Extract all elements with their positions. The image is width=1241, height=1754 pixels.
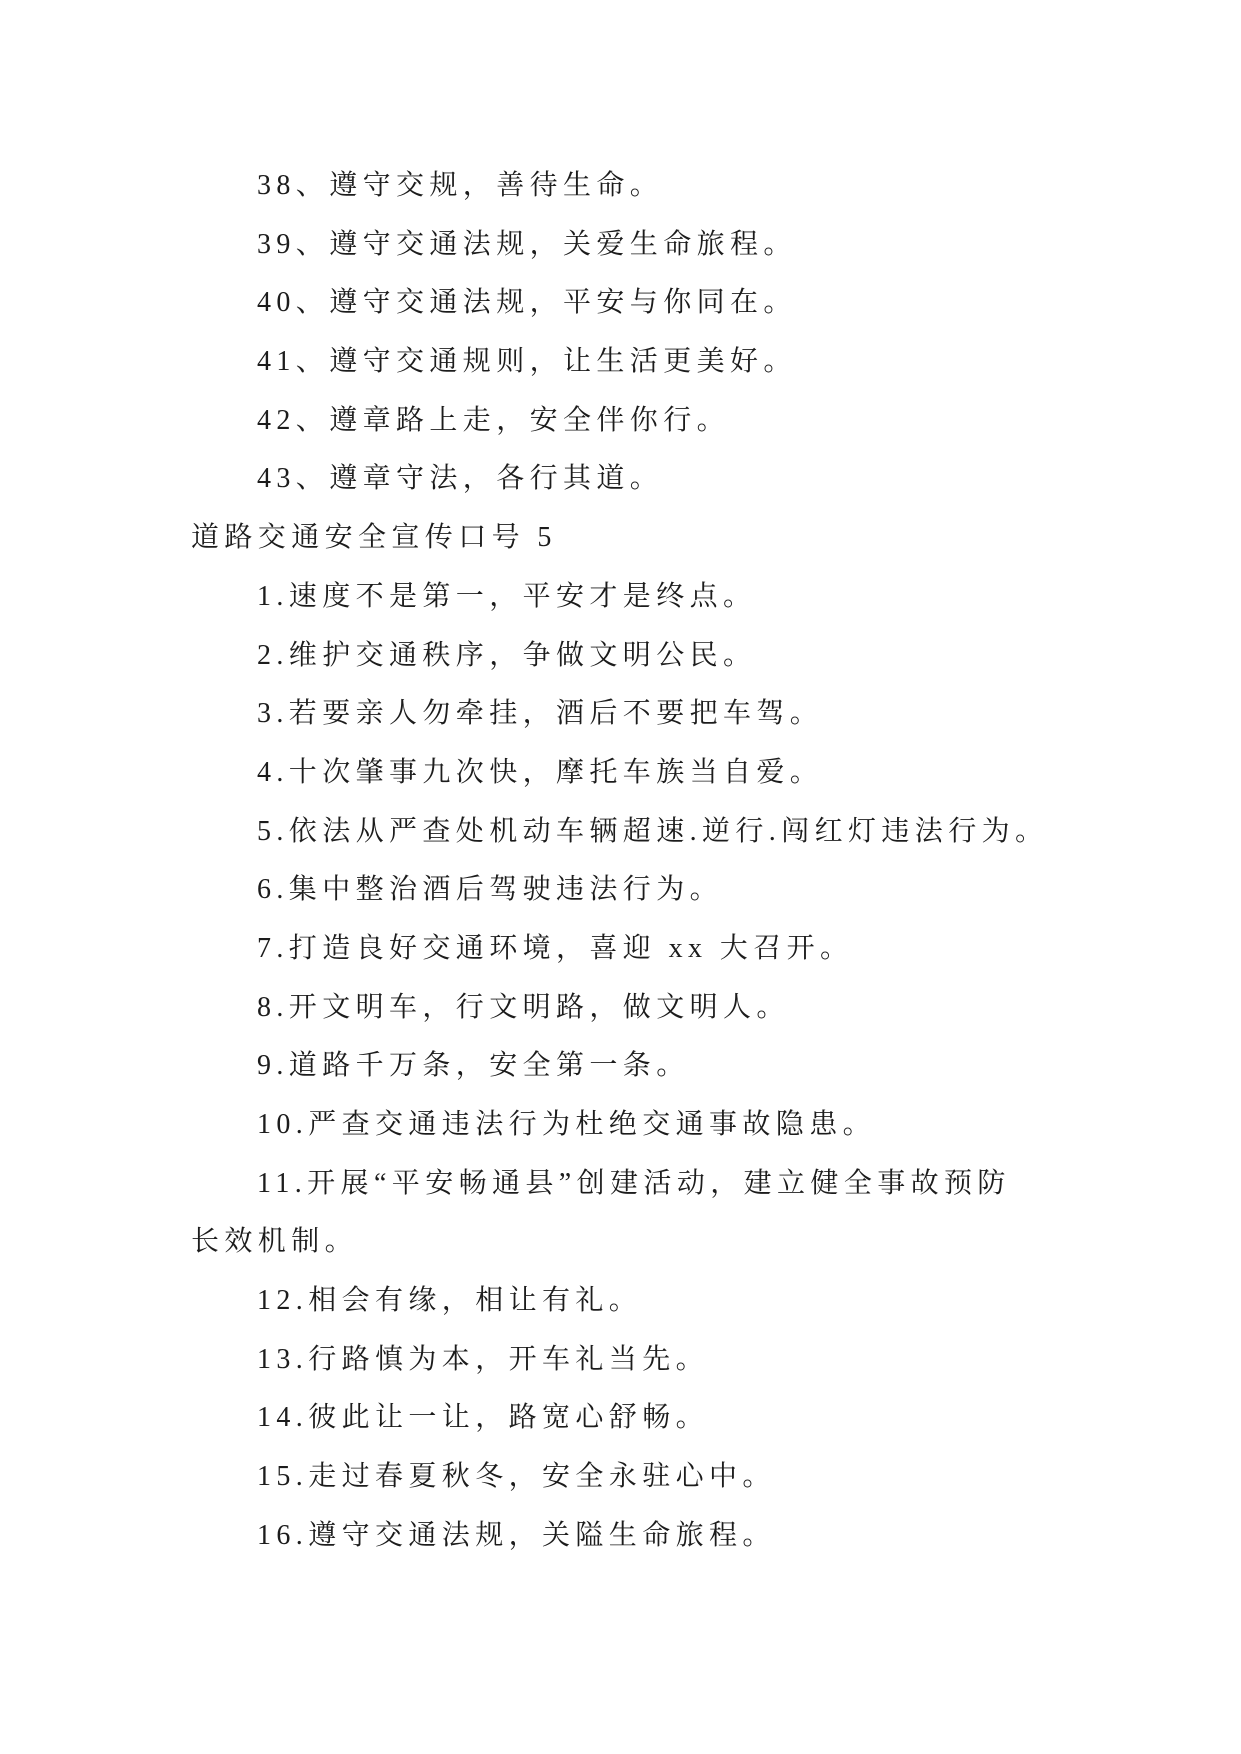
list-item: 10.严查交通违法行为杜绝交通事故隐患。 xyxy=(257,1109,877,1140)
list-item: 9.道路千万条，安全第一条。 xyxy=(257,1050,690,1082)
list-item: 42、遵章路上走，安全伴你行。 xyxy=(257,404,731,436)
list-item: 1.速度不是第一，平安才是终点。 xyxy=(257,580,757,612)
list-item: 3.若要亲人勿牵挂，酒后不要把车驾。 xyxy=(257,698,824,730)
list-item: 39、遵守交通法规，关爱生命旅程。 xyxy=(257,228,797,260)
list-item: 40、遵守交通法规，平安与你同在。 xyxy=(257,287,797,319)
list-item: 8.开文明车，行文明路，做文明人。 xyxy=(257,991,790,1023)
section-heading: 道路交通安全宣传口号 5 xyxy=(191,522,557,554)
list-item: 38、遵守交规，善待生命。 xyxy=(257,170,664,201)
list-item: 14.彼此让一让，路宽心舒畅。 xyxy=(257,1402,710,1434)
list-item-continuation: 长效机制。 xyxy=(191,1226,359,1258)
list-item: 15.走过春夏秋冬，安全永驻心中。 xyxy=(257,1461,776,1493)
list-item: 7.打造良好交通环境，喜迎 xx 大召开。 xyxy=(257,932,854,964)
list-item: 11.开展“平安畅通县”创建活动，建立健全事故预防 xyxy=(257,1167,1011,1199)
document-page xyxy=(191,157,1091,1566)
list-item: 41、遵守交通规则，让生活更美好。 xyxy=(257,346,797,378)
list-item: 16.遵守交通法规，关隘生命旅程。 xyxy=(257,1519,776,1551)
list-item: 2.维护交通秩序，争做文明公民。 xyxy=(257,639,757,671)
list-item: 12.相会有缘，相让有礼。 xyxy=(257,1285,643,1317)
list-item: 13.行路慎为本，开车礼当先。 xyxy=(257,1343,710,1375)
list-item: 6.集中整治酒后驾驶违法行为。 xyxy=(257,874,724,906)
list-item: 5.依法从严查处机动车辆超速.逆行.闯红灯违法行为。 xyxy=(257,815,1049,847)
list-item: 43、遵章守法，各行其道。 xyxy=(257,463,664,495)
list-item: 4.十次肇事九次快，摩托车族当自爱。 xyxy=(257,756,824,788)
